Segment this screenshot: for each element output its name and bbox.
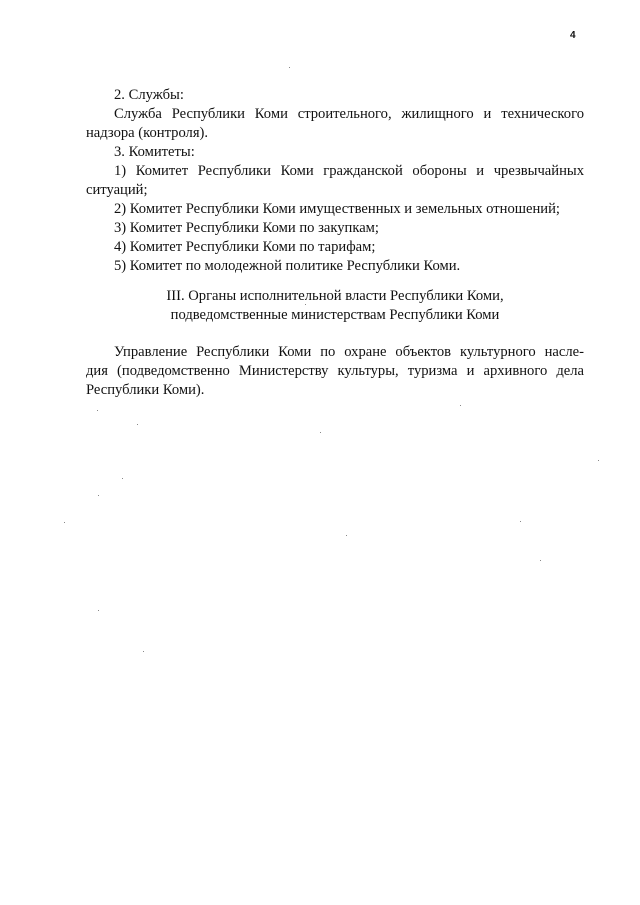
final-paragraph-line-1: Управление Республики Коми по охране объектов культурного насле- bbox=[114, 344, 584, 360]
committee-1-line-1: 1) Комитет Республики Коми гражданской обороны и чрезвычайных bbox=[114, 163, 584, 179]
page-number: 4 bbox=[570, 30, 576, 41]
section-2-item-line-1: Служба Республики Коми строительного, жилищного и технического bbox=[114, 106, 584, 122]
final-paragraph-line-3: Республики Коми). bbox=[86, 382, 205, 398]
section-heading-line-2: подведомственные министерствам Республики Коми bbox=[170, 307, 500, 323]
scan-speck bbox=[289, 67, 290, 68]
scan-speck bbox=[305, 304, 306, 305]
committee-1-line-2: ситуаций; bbox=[86, 182, 148, 198]
committee-4: 4) Комитет Республики Коми по тарифам; bbox=[114, 239, 376, 255]
section-2-item-line-2: надзора (контроля). bbox=[86, 125, 209, 141]
section-heading bbox=[86, 287, 584, 325]
final-paragraph-line-2: дия (подведомственно Министерству культуры, туризма и архивного дела bbox=[86, 363, 584, 379]
scan-speck bbox=[98, 610, 99, 611]
scan-speck bbox=[64, 522, 65, 523]
scan-speck bbox=[520, 521, 521, 522]
section-heading-line-1: III. Органы исполнительной власти Республики Коми, bbox=[166, 288, 504, 304]
scan-speck bbox=[97, 410, 98, 411]
section-3-title: 3. Комитеты: bbox=[114, 144, 195, 160]
committee-2: 2) Комитет Республики Коми имущественных и земельных отношений; bbox=[114, 201, 560, 217]
scan-speck bbox=[320, 432, 321, 433]
committee-3: 3) Комитет Республики Коми по закупкам; bbox=[114, 220, 379, 236]
scan-speck bbox=[137, 424, 138, 425]
scan-speck bbox=[540, 560, 541, 561]
document-body bbox=[86, 86, 584, 400]
scan-speck bbox=[460, 405, 461, 406]
scan-speck bbox=[598, 460, 599, 461]
committee-5: 5) Комитет по молодежной политике Республики Коми. bbox=[114, 258, 461, 274]
scan-speck bbox=[122, 478, 123, 479]
scan-speck bbox=[143, 651, 144, 652]
section-2-title: 2. Службы: bbox=[114, 87, 184, 103]
scan-speck bbox=[98, 495, 99, 496]
scan-speck bbox=[346, 535, 347, 536]
